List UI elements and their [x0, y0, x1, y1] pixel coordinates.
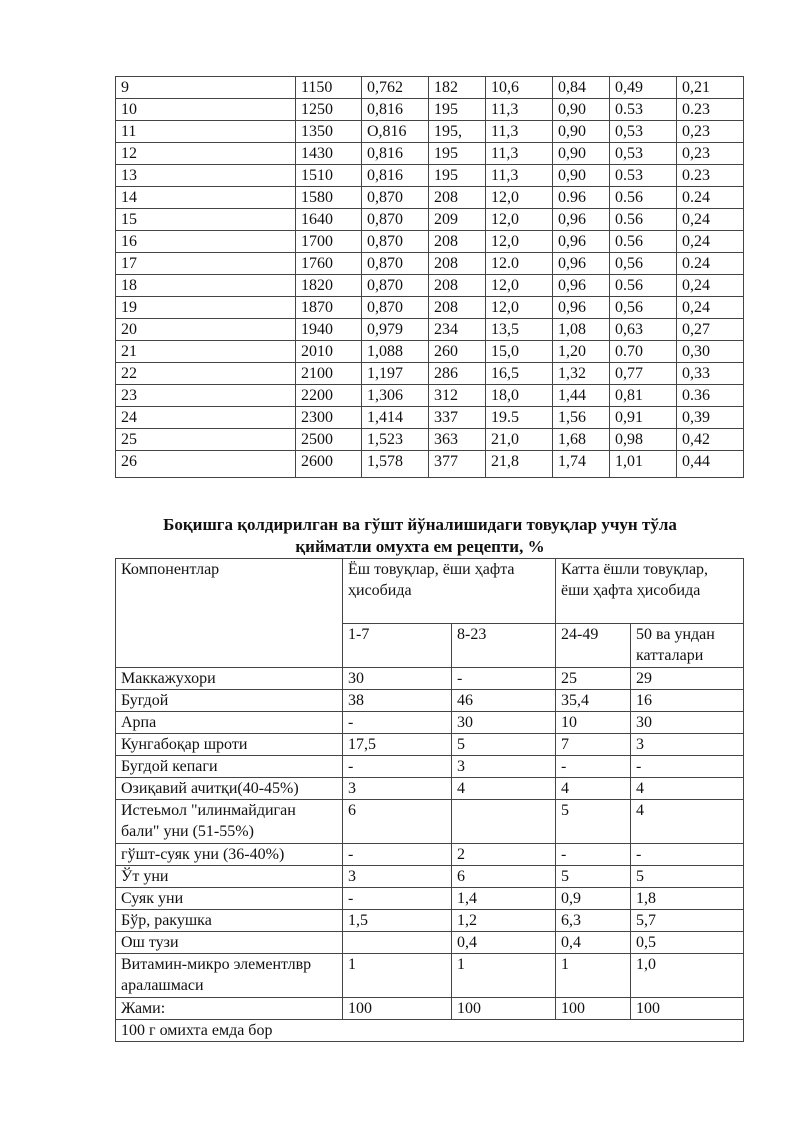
- table-cell: 1,68: [553, 429, 610, 451]
- component-percent: 4: [556, 778, 631, 800]
- component-percent: 0,9: [556, 888, 631, 910]
- component-percent: 3: [452, 756, 556, 778]
- table-cell: 182: [429, 77, 486, 99]
- component-percent: 5: [452, 734, 556, 756]
- table-cell: 0,90: [553, 121, 610, 143]
- table-cell: 15: [116, 209, 296, 231]
- table-cell: 1430: [296, 143, 362, 165]
- table-cell: 0.53: [610, 99, 677, 121]
- component-percent: 2: [452, 844, 556, 866]
- component-percent: 1: [452, 954, 556, 998]
- table-cell: 195: [429, 165, 486, 187]
- table-cell: 0.36: [677, 385, 744, 407]
- component-percent: 29: [631, 668, 744, 690]
- component-percent: 7: [556, 734, 631, 756]
- table-cell: 0,91: [610, 407, 677, 429]
- table-cell: 10,6: [486, 77, 553, 99]
- component-percent: 38: [343, 690, 452, 712]
- recipe-row: [116, 668, 744, 690]
- table-cell: 1760: [296, 253, 362, 275]
- energy-norms-table: [115, 76, 744, 478]
- header-age-8-23: 8-23: [452, 624, 556, 668]
- component-name: Суяк уни: [116, 888, 343, 910]
- table-cell: 13: [116, 165, 296, 187]
- table-cell: 0,870: [362, 231, 429, 253]
- component-percent: 6: [452, 866, 556, 888]
- table-cell: 1,306: [362, 385, 429, 407]
- table-cell: 1,20: [553, 341, 610, 363]
- table-cell: 1,578: [362, 451, 429, 478]
- table-cell: 21,0: [486, 429, 553, 451]
- table-cell: 0.96: [553, 187, 610, 209]
- table-cell: 0,56: [610, 297, 677, 319]
- table-cell: 20: [116, 319, 296, 341]
- table-cell: 0.56: [610, 209, 677, 231]
- table-cell: 0,53: [610, 143, 677, 165]
- component-percent: 100: [452, 998, 556, 1020]
- component-percent: [343, 932, 452, 954]
- component-percent: 4: [631, 800, 744, 844]
- table-cell: 1640: [296, 209, 362, 231]
- component-percent: 100: [631, 998, 744, 1020]
- component-percent: 17,5: [343, 734, 452, 756]
- component-percent: 25: [556, 668, 631, 690]
- table-row: [116, 341, 744, 363]
- component-percent: 46: [452, 690, 556, 712]
- table-cell: 22: [116, 363, 296, 385]
- table-cell: 0,96: [553, 297, 610, 319]
- table-cell: 209: [429, 209, 486, 231]
- header-young-chickens: Ёш товуқлар, ёши ҳафта ҳисобида: [343, 559, 556, 624]
- table-cell: 195,: [429, 121, 486, 143]
- component-percent: 5,7: [631, 910, 744, 932]
- table-cell: 260: [429, 341, 486, 363]
- component-percent: 0,4: [556, 932, 631, 954]
- table-cell: 1870: [296, 297, 362, 319]
- table-cell: 337: [429, 407, 486, 429]
- table-cell: 1,414: [362, 407, 429, 429]
- table-cell: 0,979: [362, 319, 429, 341]
- recipe-row: [116, 778, 744, 800]
- component-percent: 1: [343, 954, 452, 998]
- recipe-row: [116, 910, 744, 932]
- table-cell: 10: [116, 99, 296, 121]
- recipe-row: [116, 888, 744, 910]
- table-cell: 0,870: [362, 275, 429, 297]
- component-percent: 4: [452, 778, 556, 800]
- component-percent: 0,4: [452, 932, 556, 954]
- table-cell: 0,27: [677, 319, 744, 341]
- component-percent: 5: [556, 800, 631, 844]
- table-cell: 0.56: [610, 231, 677, 253]
- table-cell: 363: [429, 429, 486, 451]
- table-cell: 2100: [296, 363, 362, 385]
- recipe-title: [100, 514, 740, 558]
- table-cell: 1,32: [553, 363, 610, 385]
- table-cell: 0.70: [610, 341, 677, 363]
- component-percent: 0,5: [631, 932, 744, 954]
- component-percent: 1: [556, 954, 631, 998]
- table-cell: 0,30: [677, 341, 744, 363]
- table-cell: 208: [429, 253, 486, 275]
- table-cell: 0,39: [677, 407, 744, 429]
- component-percent: 3: [343, 866, 452, 888]
- table-row: [116, 407, 744, 429]
- table-cell: 0,98: [610, 429, 677, 451]
- table-cell: 0,90: [553, 165, 610, 187]
- table-cell: 2500: [296, 429, 362, 451]
- table-cell: 2300: [296, 407, 362, 429]
- table-cell: 0,816: [362, 165, 429, 187]
- recipe-row: [116, 756, 744, 778]
- feed-recipe-table: [115, 558, 744, 1042]
- table-cell: 286: [429, 363, 486, 385]
- table-cell: 0.23: [677, 99, 744, 121]
- table-cell: O,816: [362, 121, 429, 143]
- table-cell: 1820: [296, 275, 362, 297]
- table-cell: 0,24: [677, 297, 744, 319]
- table-cell: 19.5: [486, 407, 553, 429]
- table-cell: 0,24: [677, 231, 744, 253]
- table-cell: 0,870: [362, 297, 429, 319]
- table-cell: 1150: [296, 77, 362, 99]
- table-cell: 0,90: [553, 143, 610, 165]
- component-percent: 16: [631, 690, 744, 712]
- recipe-row: [116, 800, 744, 844]
- table-cell: 23: [116, 385, 296, 407]
- recipe-footer-note: 100 г омихта емда бор: [116, 1020, 744, 1042]
- component-percent: 100: [556, 998, 631, 1020]
- table-cell: 12,0: [486, 297, 553, 319]
- table-cell: 1700: [296, 231, 362, 253]
- table-row: [116, 121, 744, 143]
- table-cell: 0,870: [362, 209, 429, 231]
- table-cell: 12.0: [486, 253, 553, 275]
- table-cell: 9: [116, 77, 296, 99]
- table-cell: 18,0: [486, 385, 553, 407]
- component-percent: 1,2: [452, 910, 556, 932]
- component-name: Бўр, ракушка: [116, 910, 343, 932]
- component-name: Бугдой: [116, 690, 343, 712]
- component-name: Витамин-микро элементлвр аралашмаси: [116, 954, 343, 998]
- header-components: Компонентлар: [116, 559, 343, 668]
- table-cell: 26: [116, 451, 296, 478]
- component-name: Арпа: [116, 712, 343, 734]
- header-age-1-7: 1-7: [343, 624, 452, 668]
- table-cell: 208: [429, 187, 486, 209]
- table-cell: 0.24: [677, 187, 744, 209]
- table-cell: 12,0: [486, 209, 553, 231]
- component-percent: 35,4: [556, 690, 631, 712]
- recipe-title-line2: қийматли омухта ем рецепти, %: [295, 537, 545, 556]
- component-percent: 3: [631, 734, 744, 756]
- table-row: [116, 77, 744, 99]
- table-cell: 0,56: [610, 253, 677, 275]
- table-row: [116, 253, 744, 275]
- table-cell: 0,53: [610, 121, 677, 143]
- table-cell: 0.53: [610, 165, 677, 187]
- table-cell: 1510: [296, 165, 362, 187]
- table-cell: 1350: [296, 121, 362, 143]
- table-cell: 2010: [296, 341, 362, 363]
- table-cell: 0,77: [610, 363, 677, 385]
- table-cell: 2200: [296, 385, 362, 407]
- recipe-row: [116, 712, 744, 734]
- header-adult-chickens: Катта ёшли товуқлар, ёши ҳафта ҳисобида: [556, 559, 744, 624]
- component-percent: 6: [343, 800, 452, 844]
- table-cell: 0,23: [677, 121, 744, 143]
- table-cell: 1,523: [362, 429, 429, 451]
- component-name: гўшт-суяк уни (36-40%): [116, 844, 343, 866]
- table-row: [116, 429, 744, 451]
- component-percent: -: [452, 668, 556, 690]
- table-row: [116, 363, 744, 385]
- table-row: [116, 143, 744, 165]
- component-name: Бугдой кепаги: [116, 756, 343, 778]
- component-percent: -: [343, 888, 452, 910]
- component-name: Озиқавий ачитқи(40-45%): [116, 778, 343, 800]
- table-cell: 0,44: [677, 451, 744, 478]
- table-cell: 0,762: [362, 77, 429, 99]
- component-percent: -: [343, 756, 452, 778]
- table-cell: 0,21: [677, 77, 744, 99]
- recipe-header-row: [116, 559, 744, 624]
- table-cell: 17: [116, 253, 296, 275]
- component-percent: -: [556, 844, 631, 866]
- table-cell: 24: [116, 407, 296, 429]
- table-cell: 15,0: [486, 341, 553, 363]
- component-percent: 5: [631, 866, 744, 888]
- component-percent: 3: [343, 778, 452, 800]
- recipe-row: [116, 844, 744, 866]
- component-percent: 1,4: [452, 888, 556, 910]
- table-cell: 25: [116, 429, 296, 451]
- component-name: Маккажухори: [116, 668, 343, 690]
- table-cell: 1580: [296, 187, 362, 209]
- table-cell: 0,816: [362, 143, 429, 165]
- table-cell: 12: [116, 143, 296, 165]
- table-cell: 234: [429, 319, 486, 341]
- table-cell: 18: [116, 275, 296, 297]
- table-cell: 1,197: [362, 363, 429, 385]
- component-percent: 30: [631, 712, 744, 734]
- table-cell: 0.23: [677, 165, 744, 187]
- table-cell: 21,8: [486, 451, 553, 478]
- component-name: Жами:: [116, 998, 343, 1020]
- table-cell: 21: [116, 341, 296, 363]
- table-row: [116, 297, 744, 319]
- recipe-row: [116, 932, 744, 954]
- table-row: [116, 385, 744, 407]
- table-cell: 11: [116, 121, 296, 143]
- component-percent: 6,3: [556, 910, 631, 932]
- table-cell: 11,3: [486, 99, 553, 121]
- table-row: [116, 165, 744, 187]
- component-percent: 30: [452, 712, 556, 734]
- table-cell: 208: [429, 231, 486, 253]
- table-cell: 1940: [296, 319, 362, 341]
- table-cell: 0,24: [677, 209, 744, 231]
- recipe-row: [116, 954, 744, 998]
- table-cell: 1,74: [553, 451, 610, 478]
- component-percent: 100: [343, 998, 452, 1020]
- table-cell: 0,33: [677, 363, 744, 385]
- recipe-row: [116, 998, 744, 1020]
- table-cell: 12,0: [486, 231, 553, 253]
- component-percent: [452, 800, 556, 844]
- table-row: [116, 209, 744, 231]
- table-cell: 11,3: [486, 143, 553, 165]
- table-cell: 1,01: [610, 451, 677, 478]
- table-row: [116, 275, 744, 297]
- table-cell: 0,42: [677, 429, 744, 451]
- table-cell: 208: [429, 275, 486, 297]
- recipe-row: [116, 866, 744, 888]
- component-percent: -: [343, 844, 452, 866]
- recipe-row: [116, 690, 744, 712]
- table-row: [116, 187, 744, 209]
- table-cell: 2600: [296, 451, 362, 478]
- component-name: Ош тузи: [116, 932, 343, 954]
- table-cell: 0,96: [553, 231, 610, 253]
- component-name: Истеьмол "илинмайдиган бали" уни (51-55%): [116, 800, 343, 844]
- table-cell: 14: [116, 187, 296, 209]
- table-cell: 1250: [296, 99, 362, 121]
- table-cell: 16,5: [486, 363, 553, 385]
- component-percent: -: [631, 844, 744, 866]
- table-cell: 195: [429, 143, 486, 165]
- component-percent: 1,8: [631, 888, 744, 910]
- component-percent: 1,5: [343, 910, 452, 932]
- table-cell: 195: [429, 99, 486, 121]
- header-age-50-plus: 50 ва ундан катталари: [631, 624, 744, 668]
- table-cell: 11,3: [486, 121, 553, 143]
- table-cell: 12,0: [486, 275, 553, 297]
- component-name: Ўт уни: [116, 866, 343, 888]
- table-cell: 0,870: [362, 187, 429, 209]
- table-cell: 377: [429, 451, 486, 478]
- header-age-24-49: 24-49: [556, 624, 631, 668]
- table-cell: 312: [429, 385, 486, 407]
- table-cell: 0,24: [677, 275, 744, 297]
- table-cell: 1,08: [553, 319, 610, 341]
- table-cell: 1,088: [362, 341, 429, 363]
- table-cell: 1,56: [553, 407, 610, 429]
- table-cell: 0,870: [362, 253, 429, 275]
- table-cell: 0.24: [677, 253, 744, 275]
- table-row: [116, 231, 744, 253]
- recipe-title-line1: Боқишга қолдирилган ва гўшт йўналишидаги товуқлар учун тўла: [163, 515, 677, 534]
- component-percent: 1,0: [631, 954, 744, 998]
- table-cell: 1,44: [553, 385, 610, 407]
- table-cell: 11,3: [486, 165, 553, 187]
- table-cell: 19: [116, 297, 296, 319]
- table-cell: 208: [429, 297, 486, 319]
- table-cell: 0,96: [553, 275, 610, 297]
- table-row: [116, 451, 744, 478]
- table-cell: 0.56: [610, 187, 677, 209]
- table-row: [116, 319, 744, 341]
- table-cell: 0,96: [553, 209, 610, 231]
- component-percent: -: [631, 756, 744, 778]
- recipe-footer-row: [116, 1020, 744, 1042]
- table-cell: 0.56: [610, 275, 677, 297]
- component-percent: 10: [556, 712, 631, 734]
- table-cell: 13,5: [486, 319, 553, 341]
- table-cell: 0,81: [610, 385, 677, 407]
- component-name: Кунгабоқар шроти: [116, 734, 343, 756]
- component-percent: 4: [631, 778, 744, 800]
- table-cell: 12,0: [486, 187, 553, 209]
- recipe-row: [116, 734, 744, 756]
- table-row: [116, 99, 744, 121]
- table-cell: 0,49: [610, 77, 677, 99]
- table-cell: 0,63: [610, 319, 677, 341]
- component-percent: 30: [343, 668, 452, 690]
- table-cell: 0,23: [677, 143, 744, 165]
- component-percent: -: [556, 756, 631, 778]
- table-cell: 16: [116, 231, 296, 253]
- component-percent: 5: [556, 866, 631, 888]
- table-cell: 0,816: [362, 99, 429, 121]
- component-percent: -: [343, 712, 452, 734]
- table-cell: 0,90: [553, 99, 610, 121]
- table-cell: 0,96: [553, 253, 610, 275]
- table-cell: 0,84: [553, 77, 610, 99]
